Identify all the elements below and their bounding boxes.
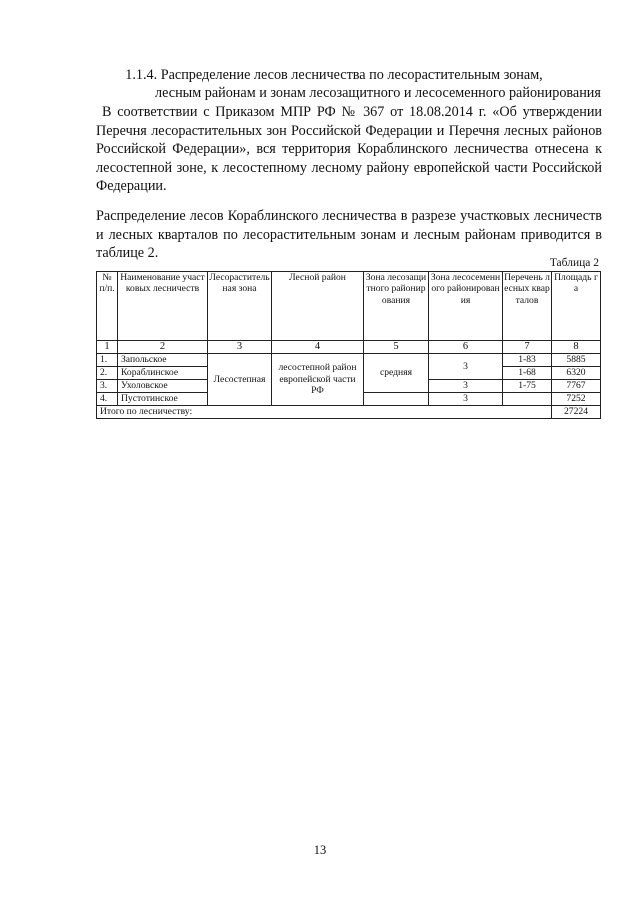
header-veg-zone: Лесорастительная зона: [208, 272, 272, 341]
header-protection-zone: Зона лесозащитного районирования: [364, 272, 429, 341]
column-number-row: [97, 341, 601, 354]
header-area: Площадь га: [552, 272, 601, 341]
column-number: 8: [552, 341, 601, 354]
area-cell: 6320: [552, 367, 601, 380]
section-heading-line-1: 1.1.4. Распределение лесов лесничества по лесорастительным зонам,: [125, 67, 543, 83]
area-cell: 7767: [552, 380, 601, 393]
protection-zone-cell: средняя: [364, 354, 429, 393]
header-quarters: Перечень лесных кварталов: [503, 272, 552, 341]
column-number: 3: [208, 341, 272, 354]
protection-zone-empty-cell: [364, 393, 429, 406]
row-number: 1.: [97, 354, 118, 367]
seed-zone-cell: 3: [429, 354, 503, 380]
forest-distribution-table: [96, 271, 601, 419]
total-label: Итого по лесничеству:: [97, 406, 552, 419]
area-cell: 7252: [552, 393, 601, 406]
row-number: 4.: [97, 393, 118, 406]
seed-zone-cell: 3: [429, 393, 503, 406]
district-name: Запольское: [118, 354, 208, 367]
column-number: 6: [429, 341, 503, 354]
district-name: Ухоловское: [118, 380, 208, 393]
total-value: 27224: [552, 406, 601, 419]
total-row: [97, 406, 601, 419]
row-number: 2.: [97, 367, 118, 380]
quarters-cell: 1-83: [503, 354, 552, 367]
header-name: Наименование участковых лесничеств: [118, 272, 208, 341]
column-number: 4: [272, 341, 364, 354]
area-cell: 5885: [552, 354, 601, 367]
quarters-cell: 1-68: [503, 367, 552, 380]
table-header-row: [97, 272, 601, 341]
quarters-cell: [503, 393, 552, 406]
table-caption: Таблица 2: [549, 257, 599, 269]
veg-zone-cell: Лесостепная: [208, 354, 272, 406]
district-name: Пустотинское: [118, 393, 208, 406]
column-number: 7: [503, 341, 552, 354]
table-row: [97, 354, 601, 367]
column-number: 1: [97, 341, 118, 354]
intro-paragraph: В соответствии с Приказом МПР РФ № 367 от 18.08.2014 г. «Об утверждении Перечня лесорастительных зон Российской Федерации и Перечня лесных районов Российской Федерации», вся территория Кораблинского лесничества отнесена к лесостепной зоне, к лесостепному лесному району европейской части Российской Федерации.: [96, 104, 602, 194]
section-heading-line-2: лесным районам и зонам лесозащитного и лесосеменного районирования: [155, 85, 601, 101]
column-number: 2: [118, 341, 208, 354]
header-seed-zone: Зона лесосеменного районирования: [429, 272, 503, 341]
column-number: 5: [364, 341, 429, 354]
district-name: Кораблинское: [118, 367, 208, 380]
header-num: № п/п.: [97, 272, 118, 341]
forest-region-cell: лесостепной район европейской части РФ: [272, 354, 364, 406]
header-forest-region: Лесной район: [272, 272, 364, 341]
table-reference-paragraph: Распределение лесов Кораблинского лесничества в разрезе участковых лесничеств и лесных кварталов по лесорастительным зонам и лесным районам приводится в таблице 2.: [96, 208, 602, 261]
page-number: 13: [313, 843, 327, 857]
section-heading: [96, 66, 602, 102]
seed-zone-cell: 3: [429, 380, 503, 393]
quarters-cell: 1-75: [503, 380, 552, 393]
row-number: 3.: [97, 380, 118, 393]
